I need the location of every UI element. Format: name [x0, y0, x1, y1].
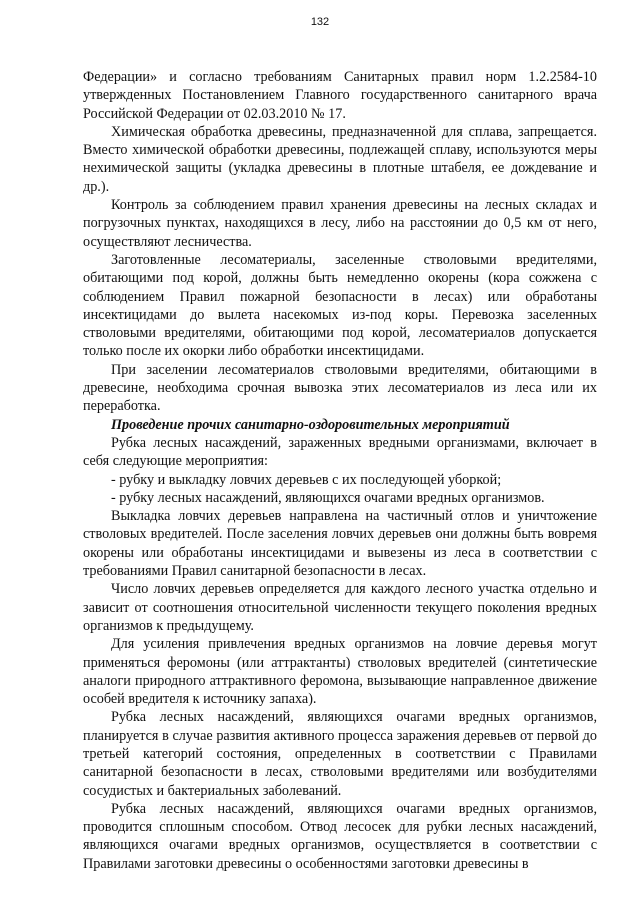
- paragraph-trap-tree-count: Число ловчих деревьев определяется для каждого лесного участка отдельно и зависит от соотношения относительной численности текущего поколения вредных организмов к предыдущему.: [83, 581, 597, 634]
- page-number: 132: [310, 16, 330, 28]
- paragraph-felling-planning: Рубка лесных насаждений, являющихся очагами вредных организмов, планируется в случае развития активного процесса заражения деревьев от первой до третьей категорий состояния, определенных в соответствии с Правилами санитарной безопасности в лесах, стволовыми вредителями или возбудителями сосудистых и бактериальных заболеваний.: [83, 709, 597, 799]
- paragraph-chemical-treatment: Химическая обработка древесины, предназначенной для сплава, запрещается. Вместо химической обработки древесины, подлежащей сплаву, используются меры нехимической защиты (укладка древесины в плотные штабеля, ее дождевание и др.).: [83, 123, 597, 195]
- section-heading: Проведение прочих санитарно-оздоровительных мероприятий: [111, 416, 510, 433]
- paragraph-storage-control: Контроль за соблюдением правил хранения древесины на лесных складах и погрузочных пунктах, находящихся в лесу, либо на расстоянии до 0,5 км от него, осуществляют лесничества.: [83, 197, 597, 250]
- paragraph-pheromones: Для усиления привлечения вредных организмов на ловчие деревья могут применяться феромоны (или аттрактанты) стволовых вредителей (синтетические аналоги природного аттрактивного феромона, вызывающие направленное движение особей вредителя к источнику запаха).: [83, 636, 597, 708]
- document-body: [83, 68, 597, 873]
- paragraph-continuation: Федерации» и согласно требованиям Санитарных правил норм 1.2.2584-10 утвержденных Постановлением Главного государственного санитарного врача Российской Федерации от 02.03.2010 № 17.: [83, 69, 597, 122]
- list-item-trap-trees: - рубку и выкладку ловчих деревьев с их последующей уборкой;: [111, 471, 502, 488]
- paragraph-measures-intro: Рубка лесных насаждений, зараженных вредными организмами, включает в себя следующие мероприятия:: [83, 434, 597, 470]
- list-item-outbreak-felling: - рубку лесных насаждений, являющихся очагами вредных организмов.: [111, 489, 545, 506]
- paragraph-infested-timber: Заготовленные лесоматериалы, заселенные стволовыми вредителями, обитающими под корой, должны быть немедленно окорены (кора сожжена с соблюдением Правил пожарной безопасности в лесах) или обработаны инсектицидами до вылета насекомых из-под коры. Перевозка заселенных стволовыми вредителями, обитающими под корой, лесоматериалов допускается только после их окорки либо обработки инсектицидами.: [83, 251, 597, 360]
- paragraph-trap-tree-layout: Выкладка ловчих деревьев направлена на частичный отлов и уничтожение стволовых вредителей. После заселения ловчих деревьев они должны быть вовремя окорены или обработаны инсектицидами и вывезены из леса в соответствии с требованиями Правил санитарной безопасности в лесах.: [83, 508, 597, 580]
- paragraph-wood-removal: При заселении лесоматериалов стволовыми вредителями, обитающими в древесине, необходима срочная вывозка этих лесоматериалов из леса или их переработка.: [83, 361, 597, 415]
- paragraph-clear-cutting: Рубка лесных насаждений, являющихся очагами вредных организмов, проводится сплошным способом. Отвод лесосек для рубки лесных насаждений, являющихся очагами вредных организмов, осуществляется в соответствии с Правилами заготовки древесины о особенностями заготовки древесины в: [83, 800, 597, 872]
